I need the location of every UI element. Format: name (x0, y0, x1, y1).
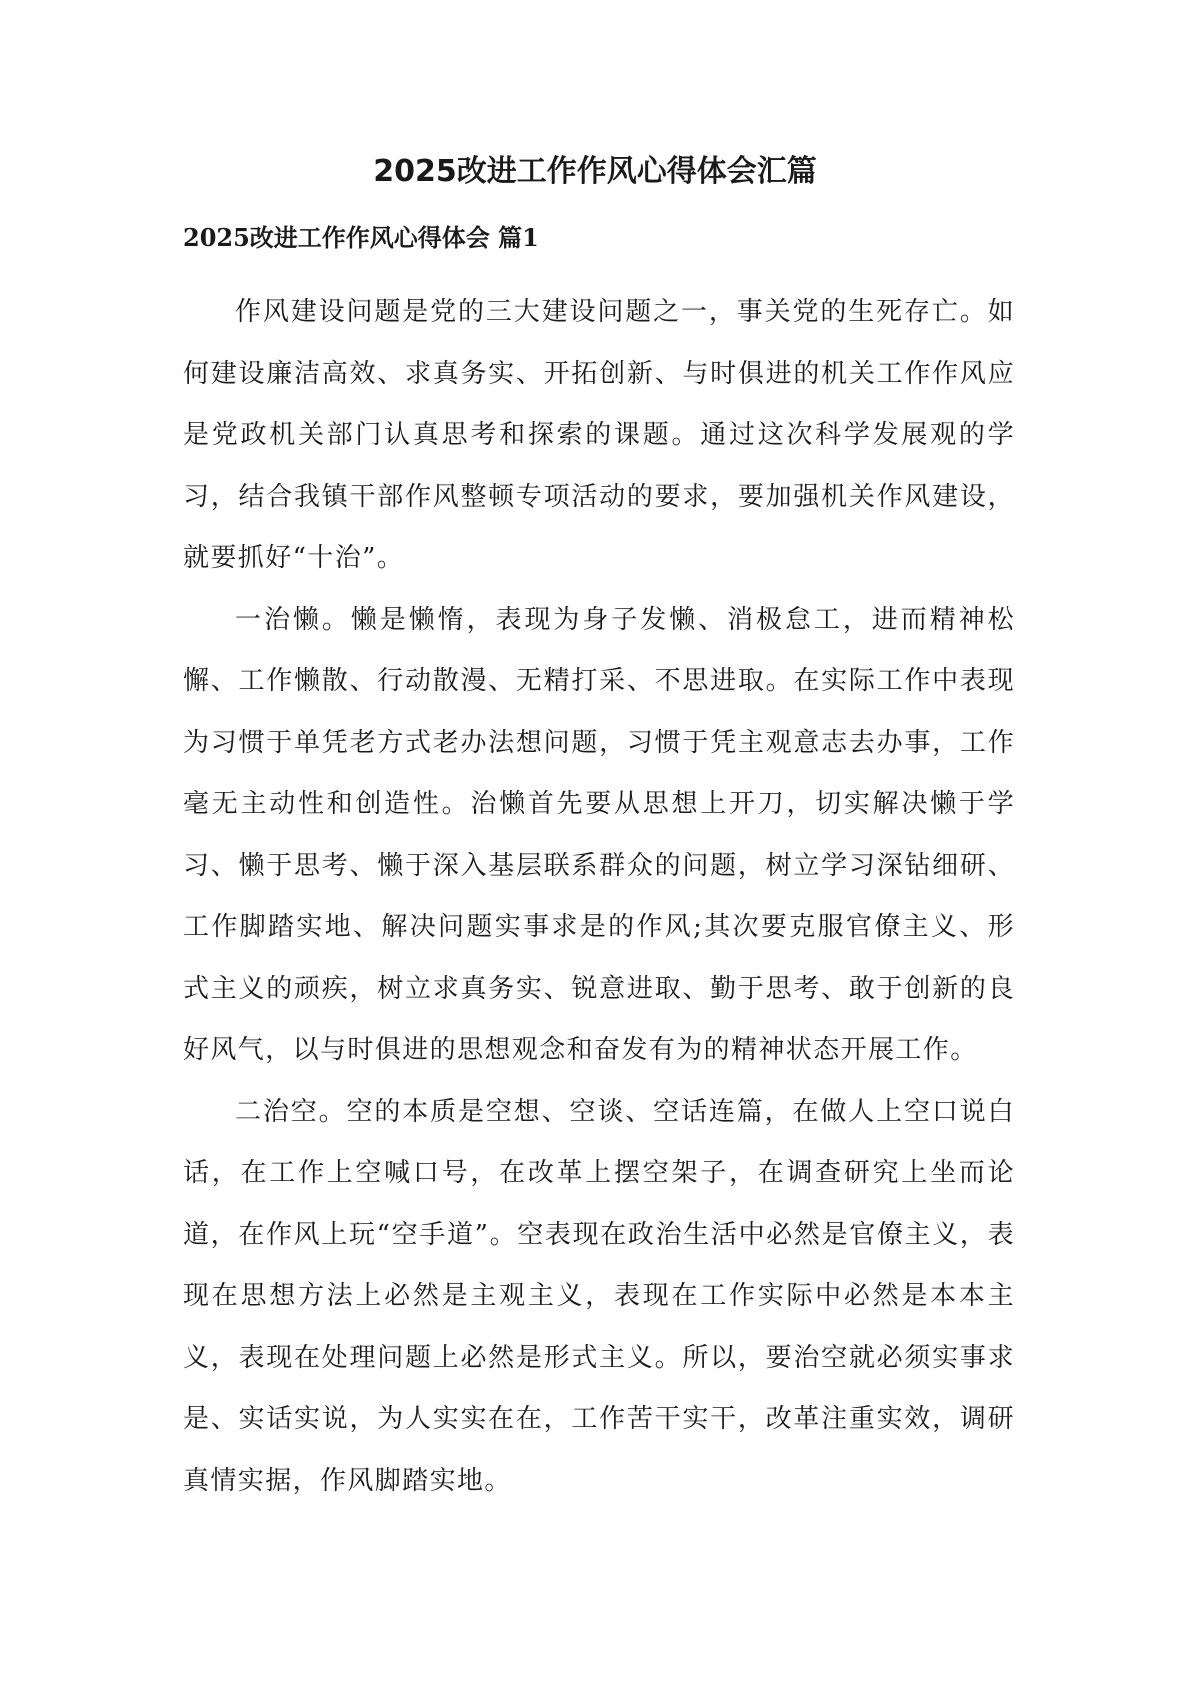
paragraph-zhi-lan: 一治懒。懒是懒惰，表现为身子发懒、消极怠工，进而精神松懈、工作懒散、行动散漫、无精打采、不思进取。在实际工作中表现为习惯于单凭老方式老办法想问题，习惯于凭主观意志去办事，工作毫无主动性和创造性。治懒首先要从思想上开刀，切实解决懒于学习、懒于思考、懒于深入基层联系群众的问题，树立学习深钻细研、工作脚踏实地、解决问题实事求是的作风;其次要克服官僚主义、形式主义的顽疾，树立求真务实、锐意进取、勤于思考、敢于创新的良好风气，以与时俱进的思想观念和奋发有为的精神状态开展工作。 (183, 604, 1015, 1065)
document-body (183, 282, 1015, 1512)
paragraph-zhi-kong: 二治空。空的本质是空想、空谈、空话连篇，在做人上空口说白话，在工作上空喊口号，在改革上摆空架子，在调查研究上坐而论道，在作风上玩“空手道”。空表现在政治生活中必然是官僚主义，表现在思想方法上必然是主观主义，表现在工作实际中必然是本本主义，表现在处理问题上必然是形式主义。所以，要治空就必须实事求是、实话实说，为人实实在在，工作苦干实干，改革注重实效，调研真情实据，作风脚踏实地。 (183, 1096, 1015, 1496)
paragraph-intro: 作风建设问题是党的三大建设问题之一，事关党的生死存亡。如何建设廉洁高效、求真务实、开拓创新、与时俱进的机关工作作风应是党政机关部门认真思考和探索的课题。通过这次科学发展观的学习，结合我镇干部作风整顿专项活动的要求，要加强机关作风建设，就要抓好“十治”。 (183, 297, 1015, 573)
section-heading: 2025改进工作作风心得体会 篇1 (183, 223, 539, 252)
document-title: 2025改进工作作风心得体会汇篇 (373, 154, 817, 189)
